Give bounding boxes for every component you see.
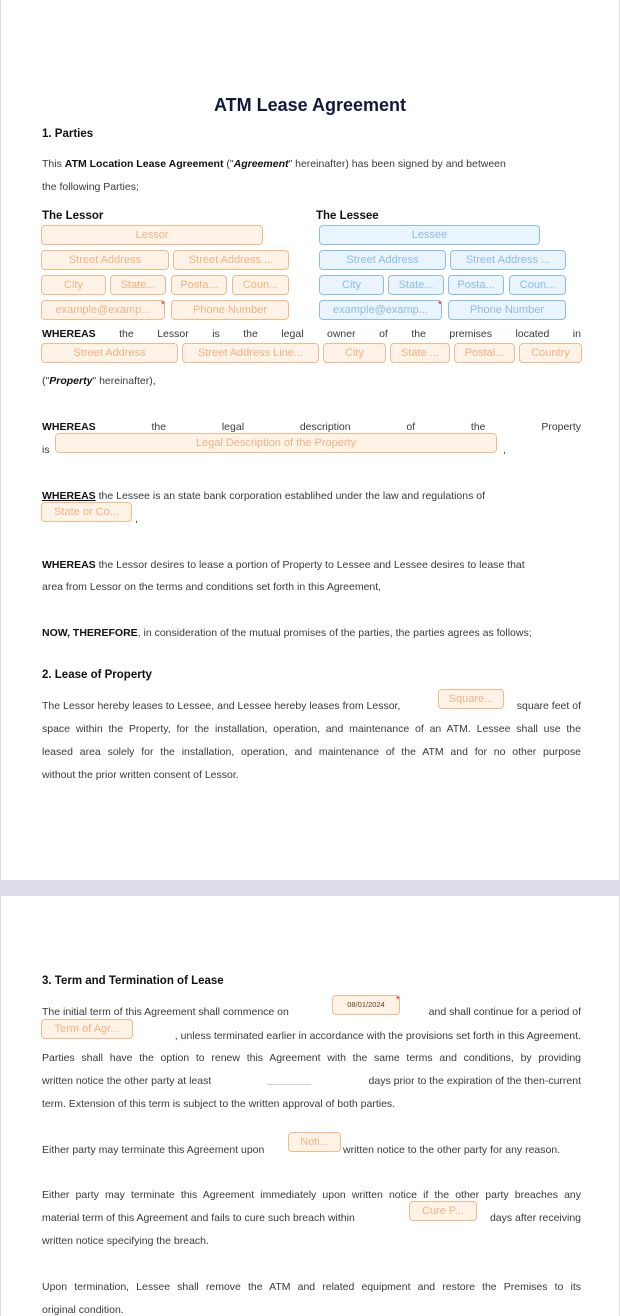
term-line1b: and shall continue for a period of [428,1006,581,1018]
premises-state-input[interactable]: State ... [390,343,450,363]
lessor-label: The Lessor [42,210,104,222]
termination-removal-line2: original condition. [42,1304,124,1316]
premises-postal-input[interactable]: Postal... [454,343,515,363]
comma-text: , [503,444,506,456]
term-line4a: written notice the other party at least [42,1075,212,1087]
whereas-legal-description-line: WHEREAS the legal description of the Property [42,421,581,433]
term-line4b: days prior to the expiration of the then-current [368,1075,581,1087]
now-therefore-line: NOW, THEREFORE, in consideration of the mutual promises of the parties, the parties agrees as follows; [42,627,532,639]
term-line1a: The initial term of this Agreement shall commence on [42,1006,289,1018]
lessor-street2-input[interactable]: Street Address ... [173,250,289,270]
premises-street-input[interactable]: Street Address [41,343,178,363]
lessee-city-input[interactable]: City [319,275,384,295]
termination-removal-line1: Upon termination, Lessee shall remove the ATM and related equipment and restore the Premises to its [42,1281,581,1293]
lessor-country-input[interactable]: Coun... [232,275,289,295]
notice-period-input[interactable]: Noti... [288,1132,341,1152]
document-page-2 [1,896,619,1316]
state-or-country-input[interactable]: State or Co... [41,502,132,522]
lease-line3: leased area solely for the installation, operation, and maintenance of the ATM and for no other purpose [42,746,581,758]
term-line3: Parties shall have the option to renew this Agreement with the same terms and conditions, by providing [42,1052,581,1064]
term-line5: term. Extension of this term is subject to the written approval of both parties. [42,1098,396,1110]
lessor-email-input[interactable]: example@examp... * [41,300,165,320]
section-1-heading: 1. Parties [42,128,94,140]
lessee-postal-input[interactable]: Posta... [448,275,504,295]
comma-text: , [135,513,138,525]
terminate-notice-a: Either party may terminate this Agreement upon [42,1144,265,1156]
breach-line2b: days after receiving [489,1212,581,1224]
lessee-name-input[interactable]: Lessee [319,225,540,245]
breach-line1: Either party may terminate this Agreement immediately upon written notice if the other party breaches any [42,1189,581,1201]
cure-period-input[interactable]: Cure P... [409,1201,477,1221]
premises-city-input[interactable]: City [323,343,386,363]
term-of-agreement-input[interactable]: Term of Agr... [41,1019,133,1039]
breach-line3: written notice specifying the breach. [42,1235,209,1247]
lessee-label: The Lessee [316,210,379,222]
lessee-email-input[interactable]: example@examp... * [319,300,442,320]
square-feet-input[interactable]: Square... [438,689,504,709]
lessor-street-input[interactable]: Street Address [41,250,169,270]
lease-line1b: square feet of [516,700,581,712]
whereas-desire-line1: WHEREAS the Lessor desires to lease a portion of Property to Lessee and Lessee desires to lease that [42,559,525,571]
lessee-state-input[interactable]: State... [388,275,444,295]
lessee-street-input[interactable]: Street Address [319,250,446,270]
lessor-phone-input[interactable]: Phone Number [171,300,289,320]
commence-date-input[interactable]: 08/01/2024 * [332,995,400,1015]
parties-intro-line2: the following Parties; [42,181,139,193]
premises-street2-input[interactable]: Street Address Line... [182,343,319,363]
legal-description-input[interactable]: Legal Description of the Property [55,433,497,453]
renewal-days-input[interactable] [267,1073,311,1085]
lessor-postal-input[interactable]: Posta... [171,275,227,295]
lessee-phone-input[interactable]: Phone Number [448,300,566,320]
lease-line4: without the prior written consent of Lessor. [42,769,239,781]
breach-line2a: material term of this Agreement and fails to cure such breach within [42,1212,355,1224]
lessee-street2-input[interactable]: Street Address ... [450,250,566,270]
lease-line2: space within the Property, for the installation, operation, and maintenance of an ATM. Lessee shall use the [42,723,581,735]
term-line2b: , unless terminated earlier in accordance with the provisions set forth in this Agreement. [174,1030,581,1042]
whereas-premises-line: WHEREAS the Lessor is the legal owner of the premises located in [42,328,581,340]
is-text: is [42,444,50,456]
lessor-state-input[interactable]: State... [110,275,166,295]
whereas-desire-line2: area from Lessor on the terms and conditions set forth in this Agreement, [42,581,382,593]
section-3-heading: 3. Term and Termination of Lease [42,975,224,987]
lease-line1a: The Lessor hereby leases to Lessee, and Lessee hereby leases from Lessor, [42,700,401,712]
lessee-country-input[interactable]: Coun... [509,275,566,295]
document-title: ATM Lease Agreement [213,95,407,115]
whereas-bank-line: WHEREAS the Lessee is an state bank corporation establihed under the law and regulations of [42,490,486,502]
lessor-name-input[interactable]: Lessor [41,225,263,245]
document-page-1 [1,0,619,880]
premises-country-input[interactable]: Country [519,343,582,363]
terminate-notice-b: written notice to the other party for any reason. [343,1144,561,1156]
lessor-city-input[interactable]: City [41,275,106,295]
parties-intro-line1: This ATM Location Lease Agreement ("Agreement" hereinafter) has been signed by and between [42,158,506,170]
property-definition: ("Property" hereinafter), [42,375,156,387]
section-2-heading: 2. Lease of Property [42,669,152,681]
